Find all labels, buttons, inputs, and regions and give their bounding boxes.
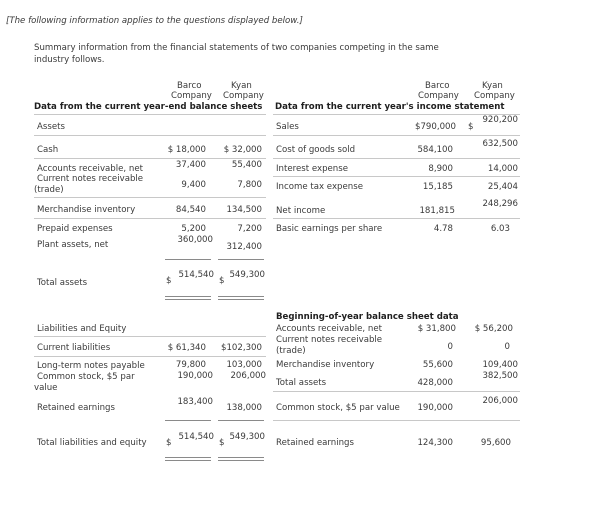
retained-earnings-label: Retained earnings	[37, 403, 115, 413]
inventory-label: Merchandise inventory	[37, 205, 136, 215]
boy-ar-kyan: $ 56,200	[474, 324, 513, 334]
boy-cnr-barco: 0	[447, 342, 453, 352]
cnr-kyan: 7,800	[237, 180, 262, 190]
boy-inventory-kyan: 109,400	[482, 360, 518, 370]
assets-divider	[34, 135, 266, 136]
cnr-barco: 9,400	[181, 180, 206, 190]
tax-barco: 15,185	[422, 182, 453, 192]
cogs-label: Cost of goods sold	[276, 145, 356, 155]
row-divider	[273, 391, 520, 392]
total-assets-kyan: 549,300	[229, 270, 265, 280]
plant-kyan: 312,400	[226, 242, 262, 252]
total-le-barco: 514,540	[178, 432, 214, 442]
boy-ar-label: Accounts receivable, net	[276, 324, 382, 334]
summary-line-1: Summary information from the financial statements of two companies competing in the same	[34, 43, 439, 53]
row-divider	[34, 197, 266, 198]
bal-header-kyan-1: Kyan	[231, 81, 252, 91]
lt-notes-label: Long-term notes payable	[37, 361, 145, 371]
row-divider	[34, 356, 266, 357]
total-double-rule	[218, 296, 264, 297]
boy-ar-barco: $ 31,800	[417, 324, 456, 334]
prepaid-kyan: 7,200	[237, 224, 262, 234]
row-divider	[273, 176, 520, 177]
bal-header-kyan-2: Company	[223, 91, 264, 101]
ar-kyan: 55,400	[231, 160, 262, 170]
total-double-rule	[165, 296, 211, 297]
total-double-rule	[165, 457, 211, 458]
assets-heading: Assets	[37, 122, 65, 132]
interest-kyan: 14,000	[487, 164, 518, 174]
inc-header-barco-1: Barco	[425, 81, 450, 91]
inventory-kyan: 134,500	[226, 205, 262, 215]
ar-label: Accounts receivable, net	[37, 164, 143, 174]
net-income-label: Net income	[276, 206, 326, 216]
boy-cnr-kyan: 0	[504, 342, 510, 352]
tax-kyan: 25,404	[487, 182, 518, 192]
total-le-label: Total liabilities and equity	[37, 438, 147, 448]
boy-title: Beginning-of-year balance sheet data	[276, 312, 459, 322]
total-double-rule	[218, 299, 264, 300]
boy-retained-earnings-barco: 124,300	[417, 438, 453, 448]
cash-barco: $ 18,000	[167, 145, 206, 155]
eps-kyan: 6.03	[490, 224, 510, 234]
tax-label: Income tax expense	[276, 182, 363, 192]
current-liabilities-barco: $ 61,340	[167, 343, 206, 353]
lt-notes-barco: 79,800	[175, 360, 206, 370]
total-le-kyan: 549,300	[229, 432, 265, 442]
prepaid-barco: 5,200	[181, 224, 206, 234]
common-stock-label-1: Common stock, $5 par	[37, 372, 135, 382]
total-assets-barco: 514,540	[178, 270, 214, 280]
current-liabilities-kyan: $102,300	[220, 343, 262, 353]
interest-barco: 8,900	[428, 164, 453, 174]
row-divider	[273, 158, 520, 159]
boy-retained-earnings-kyan: 95,600	[480, 438, 511, 448]
row-divider	[34, 218, 266, 219]
net-income-barco: 181,815	[419, 206, 455, 216]
intro-note: [The following information applies to the questions displayed below.]	[6, 16, 303, 26]
cnr-label-1: Current notes receivable	[37, 174, 144, 184]
boy-cnr-label-2: (trade)	[276, 346, 306, 356]
boy-common-stock-label: Common stock, $5 par value	[276, 403, 400, 413]
total-le-dollar-barco: $	[166, 438, 172, 448]
total-double-rule	[218, 457, 264, 458]
subtotal-rule	[165, 420, 211, 421]
subtotal-rule	[165, 259, 211, 260]
subtotal-rule	[218, 259, 264, 260]
total-assets-label: Total assets	[37, 278, 88, 288]
ar-barco: 37,400	[175, 160, 206, 170]
boy-inventory-label: Merchandise inventory	[276, 360, 375, 370]
prepaid-label: Prepaid expenses	[37, 224, 113, 234]
boy-total-assets-barco: 428,000	[417, 378, 453, 388]
boy-total-assets-kyan: 382,500	[482, 371, 518, 381]
bal-header-barco-1: Barco	[177, 81, 202, 91]
sales-kyan: 920,200	[482, 115, 518, 125]
boy-common-stock-kyan: 206,000	[482, 396, 518, 406]
sales-barco: $790,000	[414, 122, 456, 132]
cogs-kyan: 632,500	[482, 139, 518, 149]
subtotal-rule	[218, 420, 264, 421]
balance-sheet-title: Data from the current year-end balance sheets	[34, 102, 263, 112]
row-divider	[273, 135, 520, 136]
boy-common-stock-barco: 190,000	[417, 403, 453, 413]
inc-header-kyan-1: Kyan	[482, 81, 503, 91]
row-divider	[273, 420, 520, 421]
bal-header-barco-2: Company	[171, 91, 212, 101]
boy-retained-earnings-label: Retained earnings	[276, 438, 354, 448]
retained-earnings-barco: 183,400	[177, 397, 213, 407]
total-double-rule	[165, 460, 211, 461]
lt-notes-kyan: 103,000	[226, 360, 262, 370]
boy-total-assets-label: Total assets	[276, 378, 327, 388]
balance-title-divider	[34, 114, 266, 115]
total-double-rule	[218, 460, 264, 461]
sales-label: Sales	[276, 122, 299, 132]
sales-dollar-kyan: $	[468, 122, 474, 132]
current-liabilities-label: Current liabilities	[37, 343, 111, 353]
eps-barco: 4.78	[433, 224, 453, 234]
boy-inventory-barco: 55,600	[422, 360, 453, 370]
cnr-label-2: (trade)	[34, 185, 64, 195]
total-assets-dollar-barco: $	[166, 276, 172, 286]
net-income-kyan: 248,296	[482, 199, 518, 209]
retained-earnings-kyan: 138,000	[226, 403, 262, 413]
summary-line-2: industry follows.	[34, 55, 105, 65]
inc-header-kyan-2: Company	[474, 91, 515, 101]
common-stock-label-2: value	[34, 383, 58, 393]
income-statement-title: Data from the current year's income statement	[275, 102, 505, 112]
cash-label: Cash	[37, 145, 59, 155]
inc-header-barco-2: Company	[418, 91, 459, 101]
total-assets-dollar-kyan: $	[219, 276, 225, 286]
cash-kyan: $ 32,000	[223, 145, 262, 155]
row-divider	[34, 158, 266, 159]
row-divider	[34, 336, 266, 337]
eps-label: Basic earnings per share	[276, 224, 383, 234]
plant-label: Plant assets, net	[37, 240, 109, 250]
boy-cnr-label-1: Current notes receivable	[276, 335, 383, 345]
common-stock-kyan: 206,000	[230, 371, 266, 381]
inventory-barco: 84,540	[175, 205, 206, 215]
cogs-barco: 584,100	[417, 145, 453, 155]
interest-label: Interest expense	[276, 164, 349, 174]
common-stock-barco: 190,000	[177, 371, 213, 381]
plant-barco: 360,000	[177, 235, 213, 245]
liabilities-equity-heading: Liabilities and Equity	[37, 324, 127, 334]
row-divider	[273, 218, 520, 219]
total-le-dollar-kyan: $	[219, 438, 225, 448]
total-double-rule	[165, 299, 211, 300]
